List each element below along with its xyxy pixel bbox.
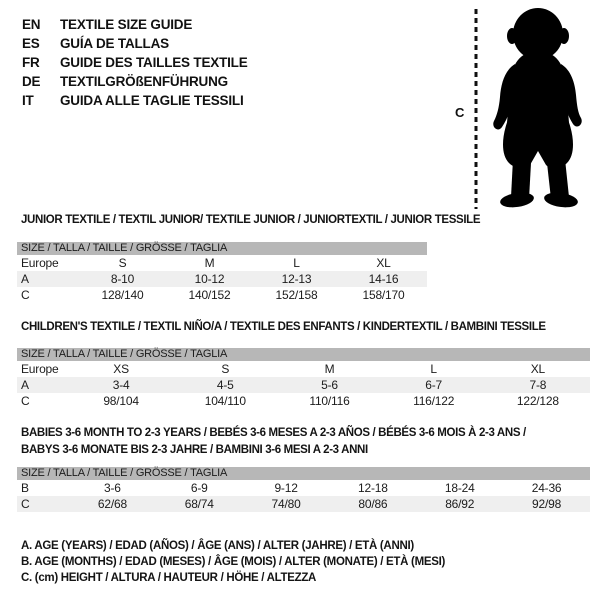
size-cell: 3-6	[104, 481, 121, 495]
size-cell: 4-5	[173, 377, 277, 393]
row-label: A	[17, 377, 69, 393]
size-cell: 116/122	[413, 394, 455, 408]
language-label: GUÍA DE TALLAS	[60, 36, 169, 51]
language-list	[22, 15, 248, 110]
table-row	[17, 377, 590, 393]
language-label: GUIDA ALLE TAGLIE TESSILI	[60, 93, 244, 108]
size-cell: 110/116	[309, 394, 350, 408]
size-header-bar: SIZE / TALLA / TAILLE / GRÖSSE / TAGLIA	[17, 467, 590, 480]
size-cell: M	[324, 362, 335, 376]
language-code: FR	[22, 55, 40, 70]
size-cell: 152/158	[275, 288, 318, 302]
row-label: Europe	[21, 362, 59, 376]
table-row	[17, 271, 427, 287]
size-cell: 62/68	[69, 496, 156, 512]
section-title-junior	[21, 212, 480, 229]
size-cell: 80/86	[329, 496, 416, 512]
row-label: Europe	[21, 256, 59, 270]
baby-silhouette-icon	[485, 5, 595, 211]
table-row	[17, 255, 427, 271]
size-table-junior	[17, 242, 427, 303]
language-label: TEXTILE SIZE GUIDE	[60, 17, 193, 32]
size-cell: 9-12	[274, 481, 298, 495]
row-label: A	[17, 271, 79, 287]
language-row	[22, 34, 248, 53]
size-cell: 7-8	[486, 377, 590, 393]
section-title-children	[21, 319, 546, 336]
section-title-line: JUNIOR TEXTILE / TEXTIL JUNIOR/ TEXTILE JUNIOR / JUNIORTEXTIL / JUNIOR TESSILE	[21, 214, 481, 226]
size-cell: 104/110	[204, 394, 246, 408]
size-cell: 74/80	[243, 496, 330, 512]
size-cell: 18-24	[444, 481, 475, 495]
footnote-c: C. (cm) HEIGHT / ALTURA / HAUTEUR / HÖHE / ALTEZZA	[21, 572, 317, 584]
row-label: C	[21, 288, 30, 302]
row-label: B	[21, 481, 29, 495]
language-code: DE	[22, 74, 41, 89]
size-table-babies	[17, 467, 590, 512]
table-row	[17, 496, 590, 512]
size-cell: S	[118, 256, 127, 270]
footnote-a: A. AGE (YEARS) / EDAD (AÑOS) / ÂGE (ANS) / ALTER (JAHRE) / ETÀ (ANNI)	[21, 540, 414, 552]
size-header-bar: SIZE / TALLA / TAILLE / GRÖSSE / TAGLIA	[17, 242, 427, 255]
size-cell: 10-12	[166, 271, 253, 287]
language-label: TEXTILGRÖßENFÜHRUNG	[60, 74, 228, 89]
size-cell: M	[204, 256, 215, 270]
table-row	[17, 480, 590, 496]
language-label: GUIDE DES TAILLES TEXTILE	[60, 55, 248, 70]
table-row	[17, 393, 590, 409]
size-cell: XL	[530, 362, 546, 376]
size-cell: L	[293, 256, 300, 270]
size-cell: S	[221, 362, 230, 376]
row-label: C	[21, 394, 30, 408]
language-code: IT	[22, 93, 34, 108]
row-label: C	[17, 496, 69, 512]
section-title-line: CHILDREN'S TEXTILE / TEXTIL NIÑO/A / TEXTILE DES ENFANTS / KINDERTEXTIL / BAMBINI TESSILE	[21, 321, 546, 333]
measure-label-c: C	[455, 105, 465, 120]
table-row	[17, 361, 590, 377]
measurement-figure	[445, 5, 595, 213]
size-cell: 158/170	[362, 288, 405, 302]
footnotes	[21, 538, 445, 586]
section-title-line: BABIES 3-6 MONTH TO 2-3 YEARS / BEBÉS 3-6 MESES A 2-3 AÑOS / BÉBÉS 3-6 MOIS À 2-3 ANS /	[21, 427, 526, 439]
size-cell: 92/98	[503, 496, 590, 512]
section-title-babies	[21, 425, 526, 459]
size-cell: 8-10	[79, 271, 166, 287]
section-title-line: BABYS 3-6 MONATE BIS 2-3 JAHRE / BAMBINI 3-6 MESI A 2-3 ANNI	[21, 444, 368, 456]
size-cell: 140/152	[188, 288, 231, 302]
height-measure-line-icon	[473, 9, 479, 209]
size-cell: 86/92	[416, 496, 503, 512]
size-cell: L	[430, 362, 437, 376]
size-cell: 12-18	[358, 481, 388, 495]
language-row	[22, 53, 248, 72]
language-code: EN	[22, 17, 41, 32]
size-cell: 5-6	[277, 377, 381, 393]
size-table-children	[17, 348, 590, 409]
size-cell: 68/74	[156, 496, 243, 512]
size-cell: 24-36	[531, 481, 562, 495]
size-cell: 3-4	[69, 377, 173, 393]
size-cell: 6-7	[382, 377, 486, 393]
size-cell: 122/128	[516, 394, 559, 408]
language-row	[22, 15, 248, 34]
language-row	[22, 91, 248, 110]
size-cell: 12-13	[253, 271, 340, 287]
footnote-b: B. AGE (MONTHS) / EDAD (MESES) / ÂGE (MOIS) / ALTER (MONATE) / ETÀ (MESI)	[21, 556, 446, 568]
size-cell: 128/140	[101, 288, 144, 302]
language-code: ES	[22, 36, 40, 51]
size-cell: XS	[113, 362, 129, 376]
language-row	[22, 72, 248, 91]
table-row	[17, 287, 427, 303]
size-cell: XL	[376, 256, 391, 270]
size-cell: 14-16	[340, 271, 427, 287]
size-cell: 6-9	[190, 481, 208, 495]
size-header-bar: SIZE / TALLA / TAILLE / GRÖSSE / TAGLIA	[17, 348, 590, 361]
size-cell: 98/104	[103, 394, 139, 408]
